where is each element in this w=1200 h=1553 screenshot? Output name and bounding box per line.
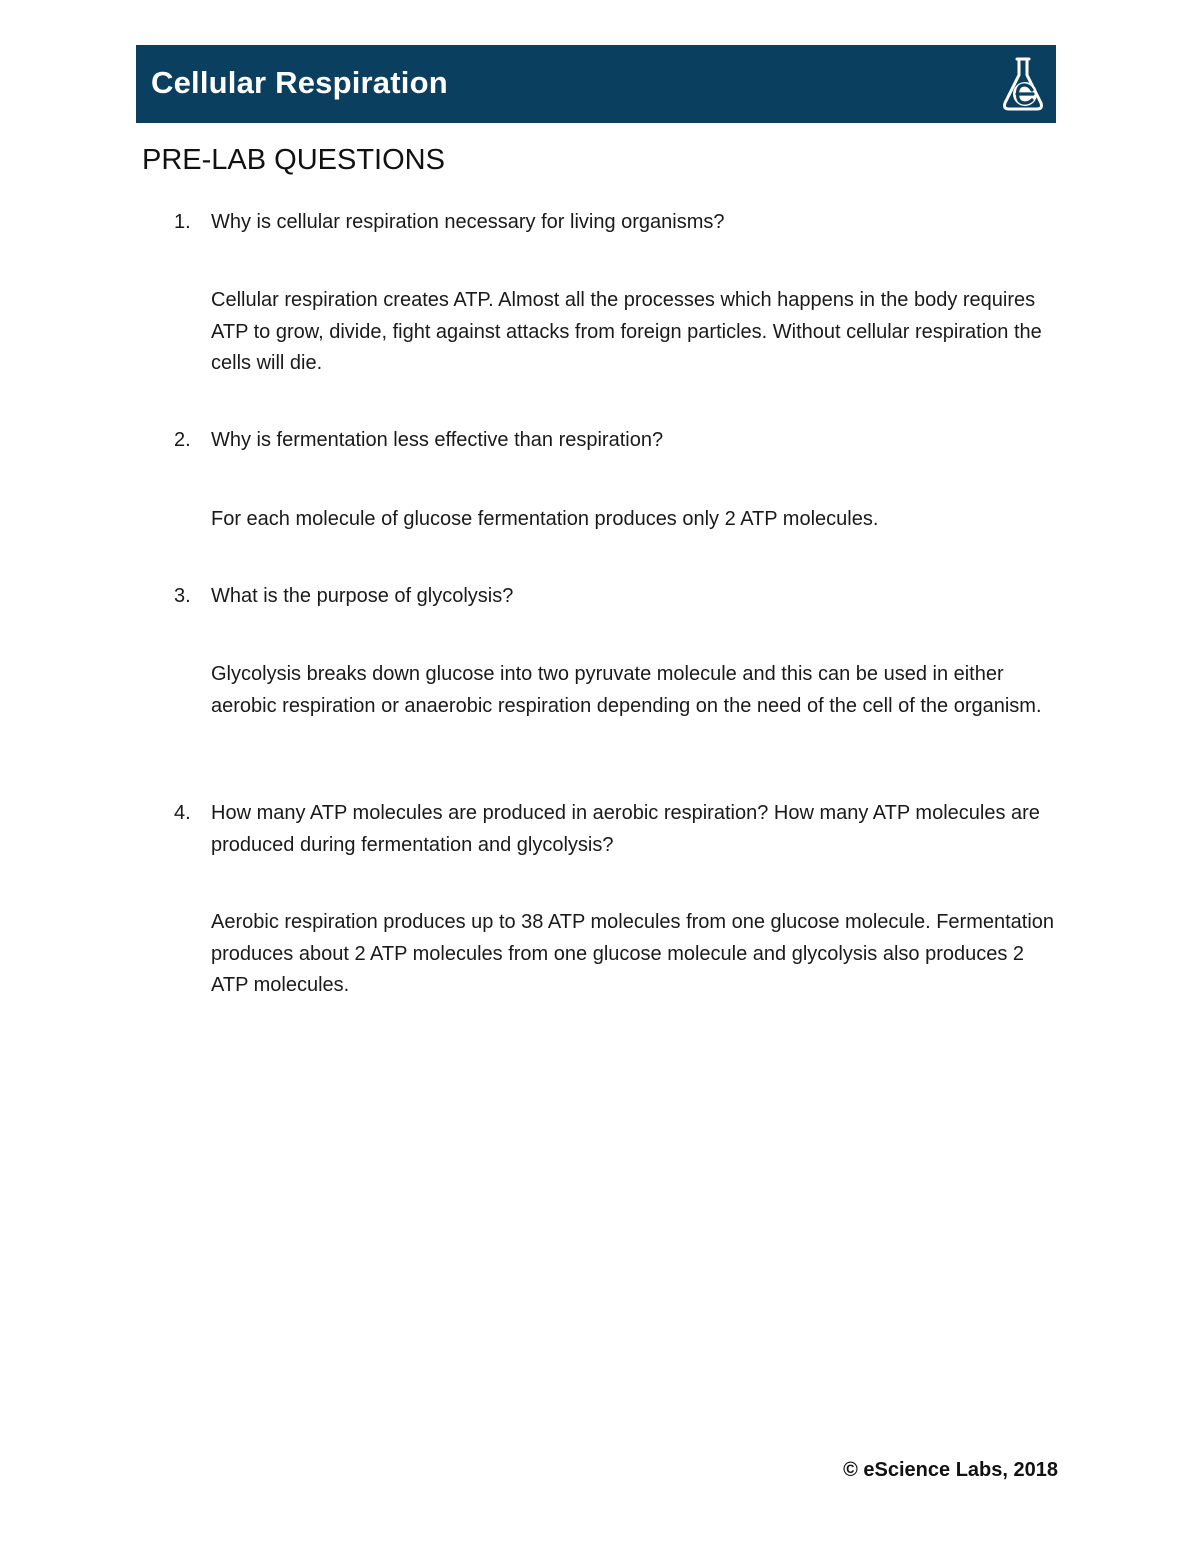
answer-text: For each molecule of glucose fermentation produces only 2 ATP molecules.: [211, 508, 879, 530]
question-number: 4.: [174, 802, 191, 824]
question-number: 3.: [174, 585, 191, 607]
header-band: [136, 45, 1056, 123]
page-title: Cellular Respiration: [151, 65, 448, 100]
question-text: What is the purpose of glycolysis?: [211, 585, 514, 607]
copyright-footer: © eScience Labs, 2018: [843, 1459, 1058, 1481]
question-number: 2.: [174, 429, 191, 451]
answer-text: Aerobic respiration produces up to 38 ATP molecules from one glucose molecule. Fermentation produces about 2 ATP molecules from one glucose molecule and glycolysis also produces 2 ATP molecules.: [211, 911, 1055, 996]
question-text: Why is cellular respiration necessary for living organisms?: [211, 211, 725, 233]
question-text: How many ATP molecules are produced in aerobic respiration? How many ATP molecules are produced during fermentation and glycolysis?: [211, 802, 1040, 856]
flask-e-logo-icon: [998, 53, 1048, 115]
answer-text: Glycolysis breaks down glucose into two pyruvate molecule and this can be used in either aerobic respiration or anaerobic respiration depending on the need of the cell of the organism.: [211, 663, 1042, 717]
question-number: 1.: [174, 211, 191, 233]
section-title: PRE-LAB QUESTIONS: [142, 144, 445, 176]
answer-text: Cellular respiration creates ATP. Almost all the processes which happens in the body requires ATP to grow, divide, fight against attacks from foreign particles. Without cellular respiration the cells will die.: [211, 289, 1042, 374]
question-text: Why is fermentation less effective than respiration?: [211, 429, 664, 451]
